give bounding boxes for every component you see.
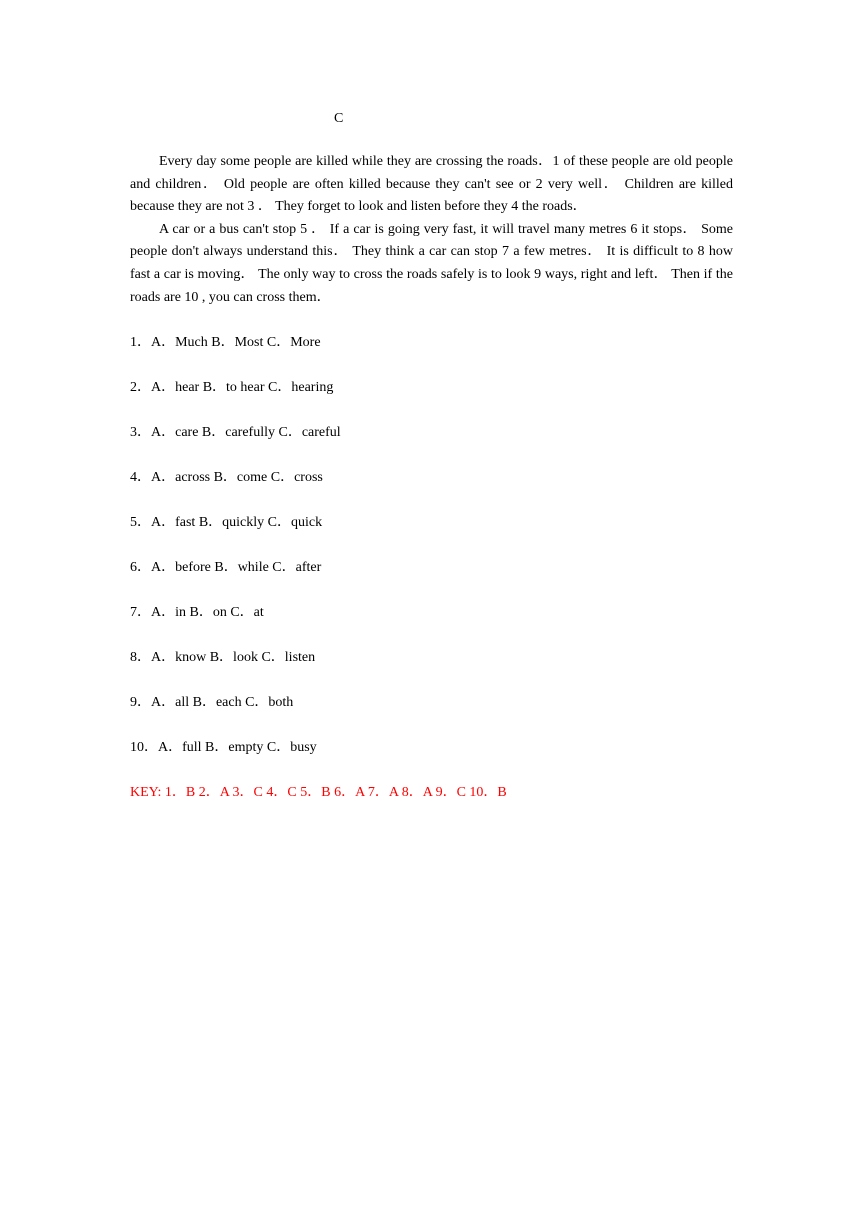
question-4: 4．A．across B．come C．cross [130, 470, 323, 485]
question-8: 8．A．know B．look C．listen [130, 650, 316, 665]
passage-paragraph-1: Every day some people are killed while they are crossing the roads．1 of these people are old people and children． Old people are often killed because they can't see or 2 very well． Children are killed because they are not 3 ． They forget to look and listen before they 4 the roads． [130, 154, 733, 215]
question-7: 7．A．in B．on C．at [130, 605, 264, 620]
question-list [130, 333, 733, 828]
question-6: 6．A．before B．while C．after [130, 560, 322, 575]
question-2: 2．A．hear B．to hear C．hearing [130, 380, 334, 395]
question-5: 5．A．fast B．quickly C．quick [130, 515, 323, 530]
question-3: 3．A．care B．carefully C．careful [130, 425, 341, 440]
answer-key: KEY: 1．B 2．A 3．C 4．C 5．B 6．A 7．A 8．A 9．C 10．B [130, 785, 507, 800]
question-9: 9．A．all B．each C．both [130, 695, 294, 710]
question-1: 1．A．Much B．Most C．More [130, 335, 321, 350]
question-10: 10．A．full B．empty C．busy [130, 740, 317, 755]
reading-passage [130, 151, 733, 309]
section-label: C [334, 111, 344, 126]
passage-paragraph-2: A car or a bus can't stop 5 ． If a car is going very fast, it will travel many metres 6 it stops． Some people don't always understand this． They think a car can stop 7 a few metres． It is difficult to 8 how fast a car is moving． The only way to cross the roads safely is to look 9 ways, right and left． Then if the roads are 10 , you can cross them． [130, 221, 733, 305]
